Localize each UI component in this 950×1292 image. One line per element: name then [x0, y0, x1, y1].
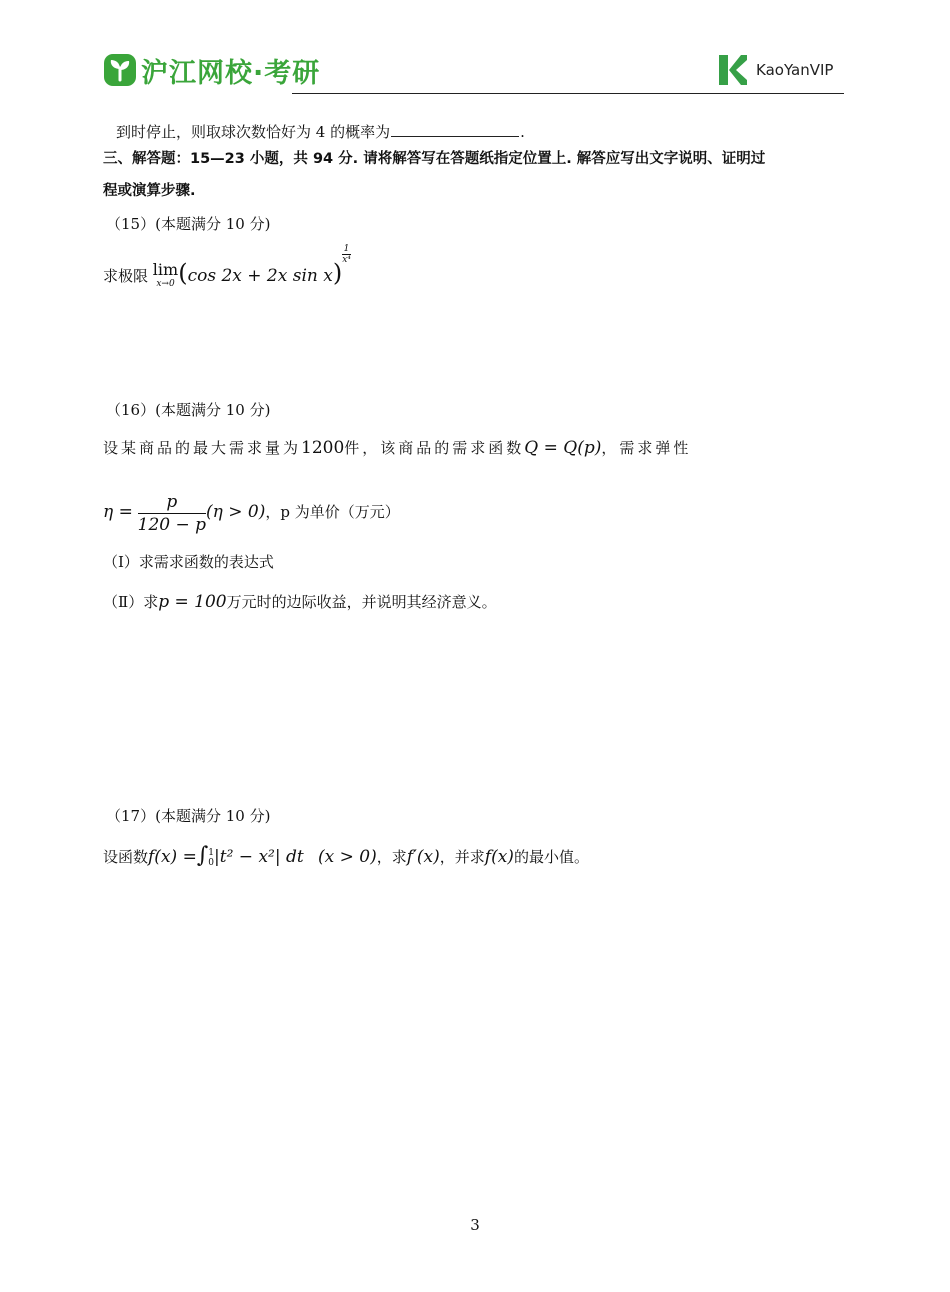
exp-den: x⁴ [342, 255, 351, 265]
k-logo-icon [716, 53, 748, 87]
q16-part2-a: （Ⅱ）求 [103, 593, 159, 611]
integral-sign: ∫ [196, 843, 209, 868]
hujiang-logo-text: 沪江网校·考研 [141, 57, 321, 89]
q17-text-a: 设函数 [103, 848, 149, 866]
q16-text-a: 设某商品的最大需求量为 [103, 439, 302, 457]
q16-heading: （16）(本题满分 10 分) [106, 401, 271, 419]
header-divider [292, 93, 844, 94]
hujiang-logo [103, 50, 320, 90]
page-number: 3 [470, 1216, 480, 1234]
q17-text-c: ，并求 [439, 848, 485, 866]
eta-condition: (η > 0) [206, 502, 266, 522]
section3-heading-line1: 三、解答题：15—23 小题，共 94 分. 请将解答写在答题纸指定位置上. 解答应写出文字说明、证明过 [103, 151, 766, 167]
q15-question: 求极限 lim x→0 (cos 2x + 2x sin x) $\frac{1}{\text{x⁴}}$ [103, 244, 351, 289]
q16-line1 [103, 434, 691, 462]
q16-line2 [103, 488, 400, 538]
q17-question [103, 840, 589, 873]
kaoyanvip-logo-text: KaoYanVIP [756, 61, 834, 79]
frac-denominator: 120 − p [137, 514, 207, 535]
q16-part2-b: 万元时的边际收益，并说明其经济意义。 [226, 593, 497, 611]
q14-continuation [116, 122, 525, 142]
q16-quantity: 1200 [301, 438, 345, 458]
q17-text-d: 的最小值。 [513, 848, 589, 866]
integral-upper: 1 [208, 848, 215, 858]
q17-integrand: |t² − x²| dt [214, 847, 304, 867]
q15-limit [152, 260, 179, 291]
lim-subscript: x→0 [156, 279, 175, 289]
elasticity-fraction [138, 491, 206, 536]
q16-part2 [103, 590, 497, 614]
lim-label: lim [152, 260, 179, 279]
q16-demand-function: Q = Q(p) [524, 438, 602, 458]
q16-price-note: ，p 为单价（万元） [265, 503, 400, 521]
integral-lower: 0 [208, 858, 215, 868]
kaoyanvip-logo [716, 52, 833, 88]
answer-blank [391, 122, 519, 137]
section3-heading-line2: 程或演算步骤. [103, 183, 196, 199]
frac-numerator: p [138, 491, 206, 514]
q17-heading: （17）(本题满分 10 分) [106, 807, 271, 825]
q17-function: f(x) = [148, 847, 197, 867]
q16-price-value: p = 100 [158, 592, 227, 612]
q15-exponent [342, 244, 351, 265]
q15-prefix: 求极限 [103, 267, 149, 285]
leaf-logo-icon [103, 53, 137, 87]
q15-heading: （15）(本题满分 10 分) [106, 215, 271, 233]
eta-lhs: η = [103, 502, 133, 522]
q17-function-ref: f(x) [484, 847, 514, 867]
q17-derivative: f′(x) [406, 847, 440, 867]
q17-text-b: ，求 [376, 848, 407, 866]
q15-expression: cos 2x + 2x sin x [187, 266, 333, 286]
q16-part1: （Ⅰ）求需求函数的表达式 [103, 553, 274, 571]
q17-condition: (x > 0) [318, 847, 377, 867]
q14-text: 到时停止，则取球次数恰好为 4 的概率为 [116, 123, 391, 141]
exp-num: 1 [343, 244, 350, 254]
q16-text-b: 件，该商品的需求函数 [344, 439, 525, 457]
q16-text-c: ，需求弹性 [601, 439, 692, 457]
q14-period: . [520, 123, 525, 141]
